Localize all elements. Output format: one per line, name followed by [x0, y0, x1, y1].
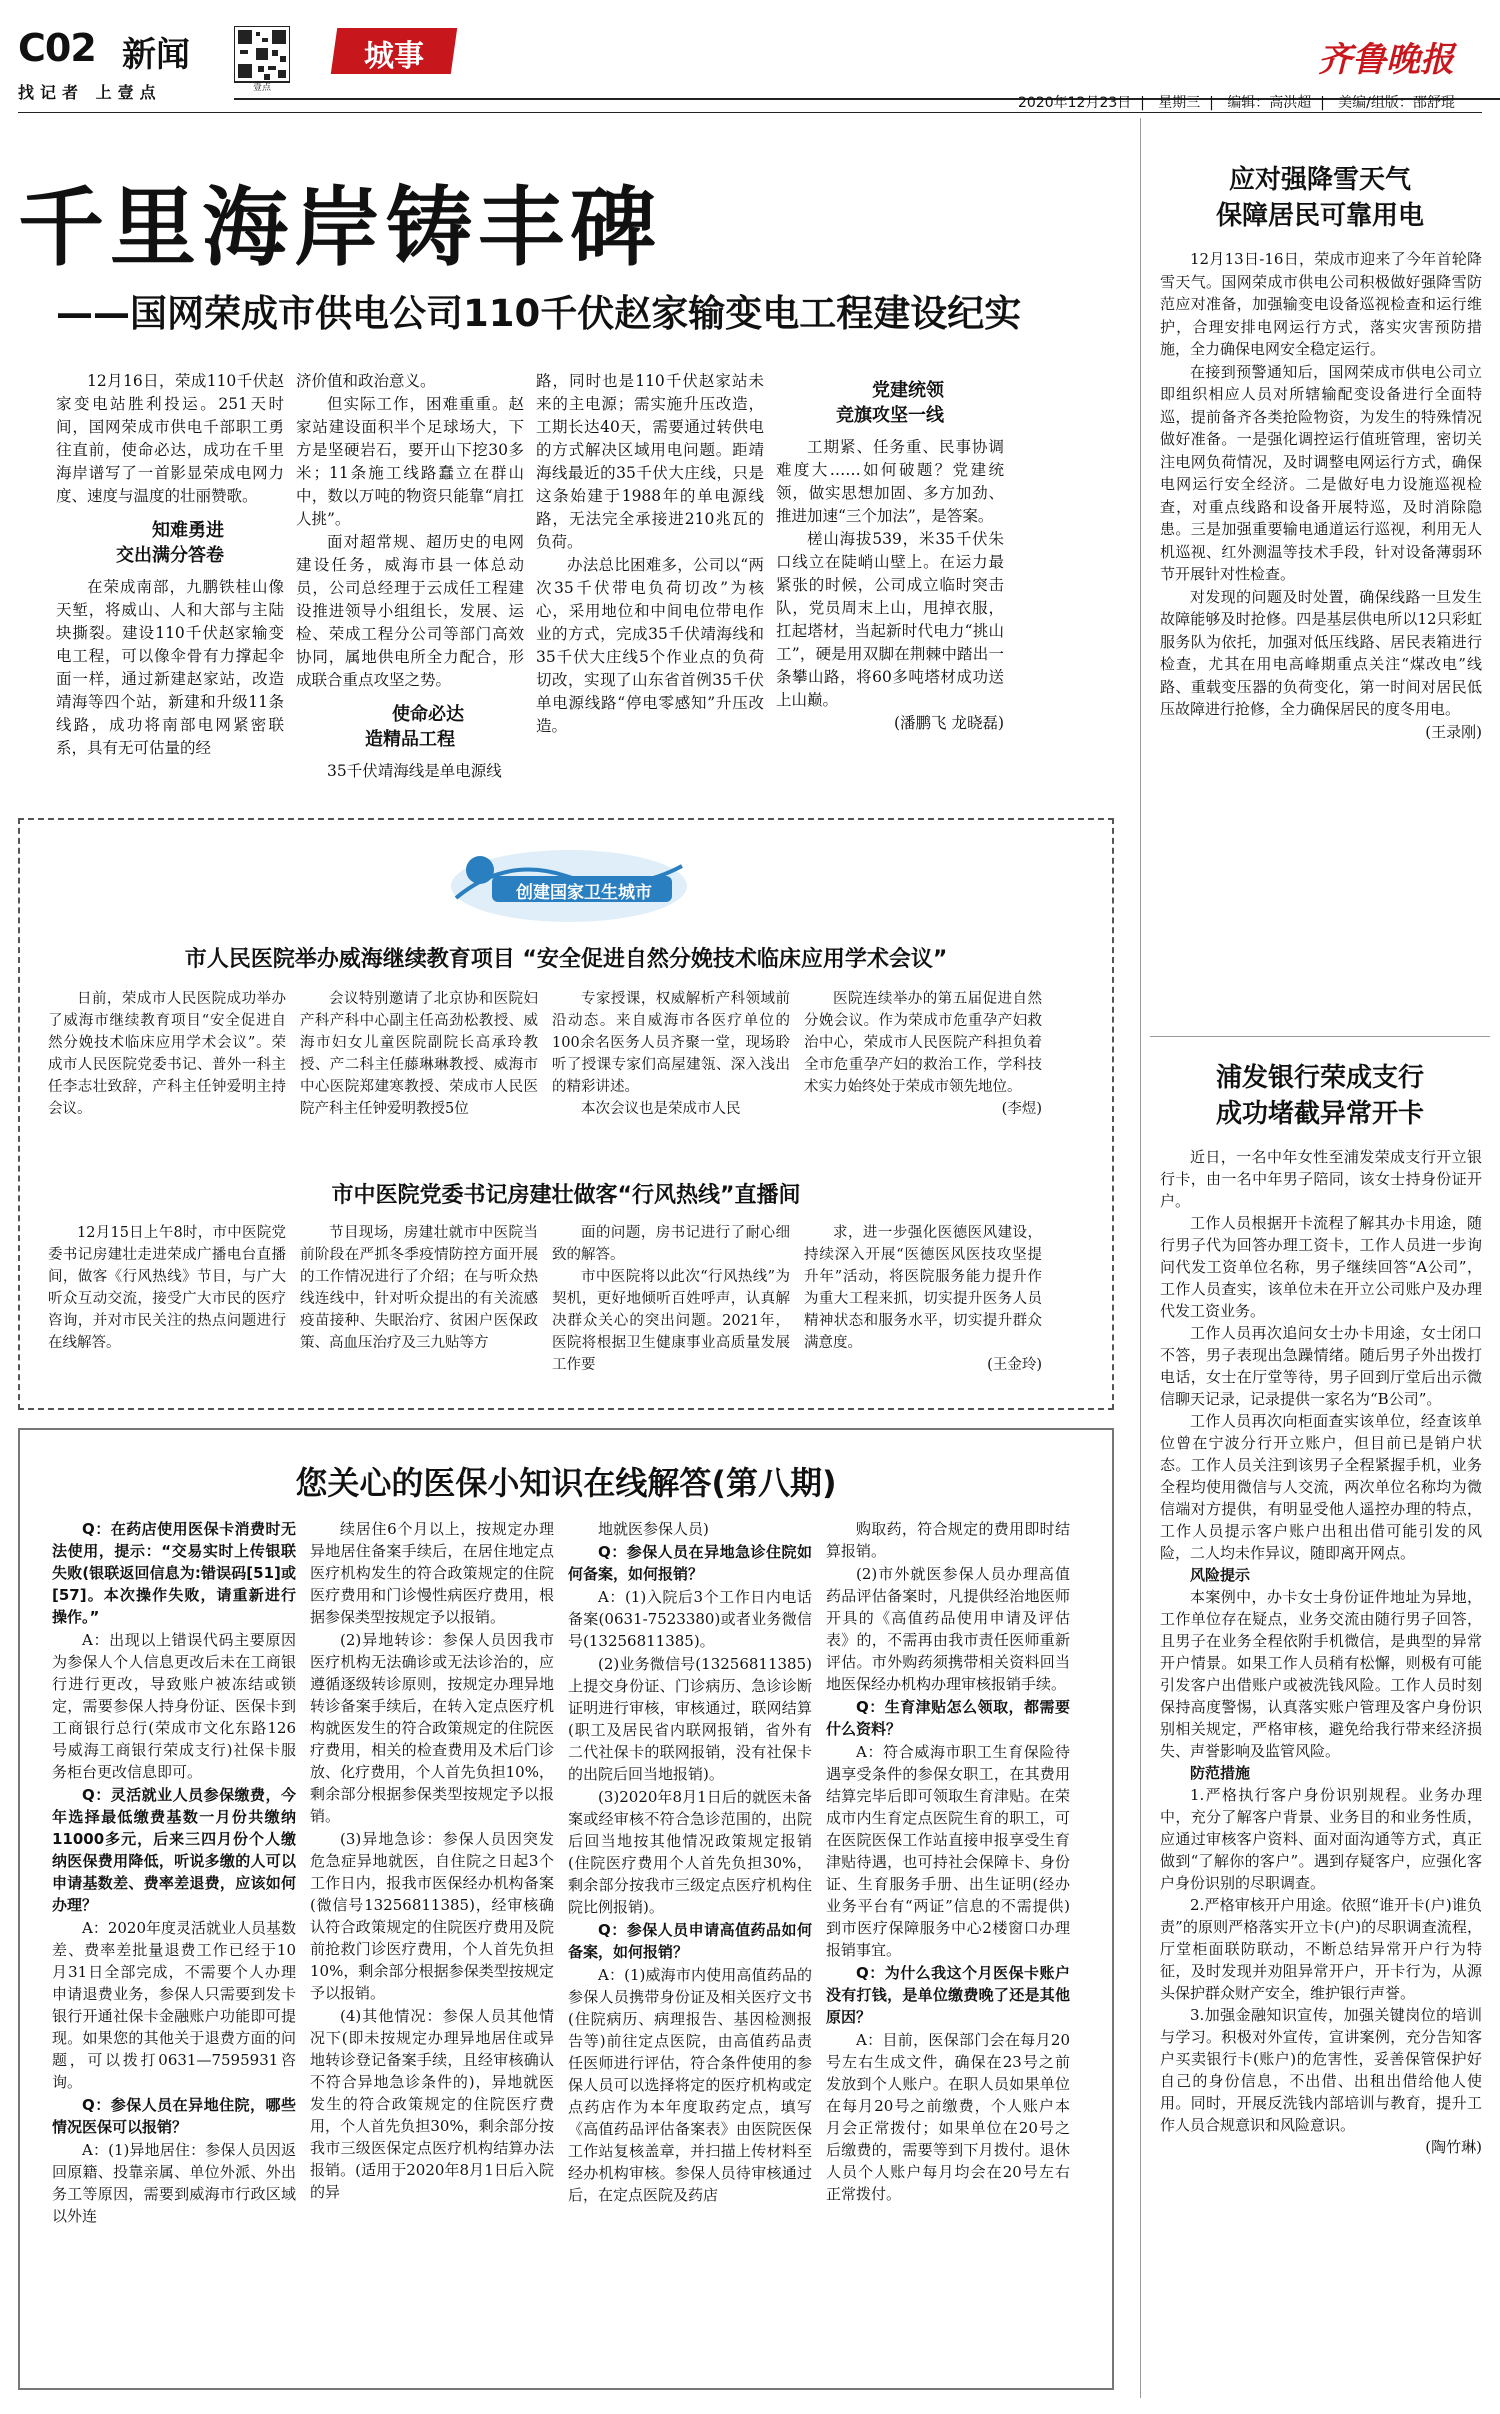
qa-answer: 地就医参保人员) [598, 1520, 709, 1538]
article-column [804, 988, 1042, 1120]
qa-question: Q：灵活就业人员参保缴费，今年选择最低缴费基数一月份共缴纳11000多元，后来三四月份个人缴纳医保费用降低，听说多缴的人可以申请基数差、费率差退费，应该如何办理？ [52, 1786, 296, 1914]
designer: 美编/组版：邵舒琨 [1338, 95, 1455, 111]
byline: (王金玲) [987, 1357, 1042, 1373]
qa-question: Q：参保人员在异地住院，哪些情况医保可以报销？ [52, 2096, 296, 2136]
qa-answer: (3)2020年8月1日后的就医未备案或经审核不符合急诊范围的，出院后回当地按其他情况政策规定报销(住院医疗费用个人首先负担30%，剩余部分按我市三级定点医疗机构住院比例报销)。 [568, 1788, 812, 1916]
qa-answer: A：出现以上错误代码主要原因为参保人个人信息更改后未在工商银行进行更改，导致账户被冻结或锁定，需要参保人持身份证、医保卡到工商银行总行(荣成市文化东路126号威海工商银行荣成支行)社保卡服务柜台更改信息即可。 [52, 1631, 296, 1781]
qa-answer: 续居住6个月以上，按规定办理异地居住备案手续后，在居住地定点医疗机构发生的符合政策规定的住院医疗费用和门诊慢性病医疗费用，根据参保类型按规定予以报销。 [310, 1520, 554, 1626]
paragraph: 日前，荣成市人民医院成功举办了威海市继续教育项目“安全促进自然分娩技术临床应用学术会议”。荣成市人民医院党委书记、普外一科主任李志壮致辞，产科主任钟爱明主持会议。 [48, 991, 286, 1117]
issue-date: 2020年12月23日 [1018, 95, 1132, 111]
paragraph: 办法总比困难多，公司以“两次35千伏带电负荷切改”为核心，采用地位和中间电位带电作业的方式，完成35千伏靖海线和35千伏大庄线5个作业点的负荷切改，实现了山东省首例35千伏单电源线路“停电零感知”升压改造。 [536, 556, 764, 735]
article-column [552, 988, 790, 1120]
qa-answer: A：(1)入院后3个工作日内电话备案(0631-7523380)或者业务微信号(13256811385)。 [568, 1588, 812, 1650]
header-bottom-rule [18, 112, 1482, 113]
paragraph: 工期紧、任务重、民事协调难度大……如何破题？党建统领，做实思想加固、多方加劲、推进加速“三个加法”，是答案。 [776, 438, 1004, 525]
header-meta: 2020年12月23日 | 星期三 | 编辑：高洪超 | 美编/组版：邵舒琨 [1018, 95, 1455, 111]
article-column [300, 988, 538, 1120]
qa-answer: (2)业务微信号(13256811385)上提交身份证、门诊病历、急诊诊断证明进行审核，审核通过，联网结算(职工及居民省内联网报销，省外有二代社保卡的联网报销，没有社保卡的出院后回当地报销)。 [568, 1655, 812, 1783]
editor: 编辑：高洪超 [1227, 95, 1312, 111]
paragraph: 医院连续举办的第五届促进自然分娩会议。作为荣成市危重孕产妇救治中心，荣成市人民医院产科担负着全市危重孕产妇的救治工作，学科技术实力始终处于荣成市领先地位。 [804, 991, 1042, 1095]
article-title: 市人民医院举办威海继续教育项目 “安全促进自然分娩技术临床应用学术会议” [184, 947, 948, 972]
paragraph: 面对超常规、超历史的电网建设任务，威海市县一体总动员，公司总经理于云成任工程建设推进领导小组组长，发展、运检、荣成工程分公司等部门高效协同，属地供电所全力配合，形成联合重点攻坚之势。 [296, 533, 524, 689]
side-article-2-body [1160, 1146, 1482, 2158]
qa-answer: A：(1)异地居住：参保人员因返回原籍、投靠亲属、单位外派、外出务工等原因，需要到威海市行政区域以外连 [52, 2141, 296, 2225]
paragraph: 对发现的问题及时处置，确保线路一旦发生故障能够及时抢修。四是基层供电所以12只彩虹服务队为依托，加强对低压线路、居民表箱进行检查，尤其在用电高峰期重点关注“煤改电”线路、重载变压器的负荷变化，第一时间对居民低压故障进行抢修，全力确保居民的度冬用电。 [1160, 587, 1482, 718]
paragraph: 工作人员根据开卡流程了解其办卡用途，随行男子代为回答办理工资卡，工作人员进一步询问代发工资单位名称，男子继续回答“A公司”，工作人员查实，该单位未在开立公司账户及办理代发工资业务。 [1160, 1214, 1482, 1320]
paragraph: 近日，一名中年女性至浦发荣成支行开立银行卡，由一名中年男子陪同，该女士持身份证开户。 [1160, 1148, 1482, 1210]
qa-answer: A：(1)威海市内使用高值药品的参保人员携带身份证及相关医疗文书(住院病历、病理报告、基因检测报告等)前往定点医院，由高值药品责任医师进行评估，符合条件使用的参保人员可以选择将定的医疗机构或定点药店作为本年度取药定点，填写《高值药品评估备案表》由医院医保工作站复核盖章，并扫描上传材料至经办机构审核。参保人员待审核通过后，在定点医院及药店 [568, 1966, 812, 2204]
byline: (陶竹琳) [1425, 2138, 1482, 2156]
paragraph: 12月15日上午8时，市中医院党委书记房建壮走进荣成广播电台直播间，做客《行风热线》节目，与广大听众互动交流，接受广大市民的医疗咨询，并对市民关注的热点问题进行在线解答。 [48, 1225, 286, 1351]
paragraph: 但实际工作，困难重重。赵家站建设面积半个足球场大，下方是坚硬岩石，要开山下挖30多米；11条施工线路蠢立在群山中，数以万吨的物资只能靠“肩扛人挑”。 [296, 395, 524, 528]
qa-answer: (4)其他情况：参保人员其他情况下(即未按规定办理异地居住或异地转诊登记备案手续，且经审核确认不符合异地急诊条件的)，异地就医发生的符合政策规定的住院医疗费用，个人首先负担30%，剩余部分按我市三级医保定点医疗机构结算办法报销。(适用于2020年8月1日后入院的异 [310, 2007, 554, 2201]
paragraph: 面的问题，房书记进行了耐心细致的解答。 [552, 1225, 790, 1263]
section-tag-label: 城事 [364, 39, 424, 74]
paragraph: 2.严格审核开户用途。依照“谁开卡(户)谁负责”的原则严格落实开立卡(户)的尽职调查流程，厅堂柜面联防联动，不断总结异常开户行为特征，及时发现并劝阻异常开户，开卡行为，从源头保护群众财产安全，维护银行声誉。 [1160, 1896, 1482, 2002]
subheading: 使命必达 造精品工程 [365, 704, 464, 750]
article-column [48, 1222, 286, 1354]
paragraph: 本次会议也是荣成市人民 [581, 1101, 741, 1117]
page-number: C02 [18, 26, 96, 70]
article-title: 市中医院党委书记房建壮做客“行风热线”直播间 [331, 1183, 801, 1208]
lead-column-4 [776, 370, 1004, 735]
paper-logo: 齐鲁晚报 [1318, 40, 1454, 80]
qa-answer: (2)异地转诊：参保人员因我市医疗机构无法确诊或无法诊治的，应遵循逐级转诊原则，按规定办理异地转诊备案手续后，在转入定点医疗机构就医发生的符合政策规定的住院医疗费用，相关的检查费用及术后门诊放、化疗费用，个人首先负担10%，剩余部分根据参保类型按规定予以报销。 [310, 1631, 554, 1825]
health-logo-text: 创建国家卫生城市 [516, 883, 652, 903]
article-column [552, 1222, 790, 1376]
paragraph: 路，同时也是110千伏赵家站未来的主电源；需实施升压改造，工期长达40天，需要通过转供电的方式解决区域用电问题。距靖海线最近的35千伏大庄线，只是这条始建于1988年的单电源线路，无法完全承接进210兆瓦的负荷。 [536, 372, 764, 551]
subheading: 防范措施 [1190, 1764, 1251, 1782]
paragraph: 工作人员再次追问女士办卡用途，女士闭口不答，男子表现出急躁情绪。随后男子外出拨打电话，女士在厅堂等待，男子回到厅堂后出示微信聊天记录，记录提供一家名为“B公司”。 [1160, 1324, 1482, 1408]
lead-column-1 [56, 370, 284, 760]
side-article-1-title: 应对强降雪天气 保障居民可靠用电 [1215, 165, 1424, 231]
paragraph: 槎山海拔539，米35千伏朱口线立在陡峭山壁上。在运力最紧张的时候，公司成立临时突击队，党员周末上山，甩掉衣服，扛起塔材，当起新时代电力“挑山工”，硬是用双脚在荆棘中踏出一条攀山路，将60多吨塔材成功送上山巅。 [776, 530, 1004, 709]
qa-answer: (2)市外就医参保人员办理高值药品评估备案时，凡提供经治地医师开具的《高值药品使用申请及评估表》的，不需再由我市责任医师重新评估。市外购药须携带相关资料回当地医保经办机构办理审核报销手续。 [826, 1565, 1070, 1693]
qa-answer: A：符合威海市职工生育保险待遇享受条件的参保女职工，在其费用结算完毕后即可领取生育津贴。在荣成市内生育定点医院生育的职工，可在医院医保工作站直接申报享受生育津贴待遇，也可持社会保障卡、身份证、生育服务手册、出生证明(经办业务平台有“两证”信息的不需提供)到市医疗保障服务中心2楼窗口办理报销事宜。 [826, 1743, 1070, 1959]
paragraph: 3.加强金融知识宣传，加强关键岗位的培训与学习。积极对外宣传，宣讲案例，充分告知客户买卖银行卡(账户)的危害性，妥善保管保护好自己的身份信息，不出借、出租出借给他人使用。同时，开展反洗钱内部培训与教育，提升工作人员合规意识和风险意识。 [1160, 2006, 1482, 2134]
section-name: 新闻 [122, 35, 190, 75]
qa-column-2 [310, 1518, 554, 2204]
paragraph: 工作人员再次向柜面查实该单位，经查该单位曾在宁波分行开立账户，但目前已是销户状态。工作人员关注到该男子全程紧握手机，业务全程均使用微信与人交流，两次单位名称均为微信端对方提供，有明显受他人遥控办理的特点，工作人员提示客户账户出租出借可能引发的风险，二人均未作异议，随即离开网点。 [1160, 1412, 1482, 1562]
qa-question: Q：生育津贴怎么领取，都需要什么资料？ [826, 1698, 1070, 1738]
qr-label: 壹点 [252, 83, 271, 93]
subheading: 风险提示 [1190, 1566, 1251, 1584]
byline: (潘鹏飞 龙晓磊) [893, 714, 1004, 732]
paragraph: 本案例中，办卡女士身份证件地址为异地，工作单位存在疑点，业务交流由随行男子回答，且男子在业务全程依附手机微信，是典型的异常开户情景。如果工作人员稍有松懈，则极有可能引发客户出借账户或被洗钱风险。工作人员时刻保持高度警惕，认真落实账户管理及客户身份识别相关规定，严格审核，避免给我行带来经济损失、声誉影响及监管风险。 [1160, 1588, 1482, 1760]
article-column [48, 988, 286, 1120]
qa-question: Q：参保人员在异地急诊住院如何备案，如何报销？ [568, 1543, 812, 1583]
article-column [804, 1222, 1042, 1376]
qr-code-icon [234, 26, 290, 92]
subheading: 党建统领 竞旗攻坚一线 [836, 380, 944, 426]
lead-subtitle: ——国网荣成市供电公司110千伏赵家输变电工程建设纪实 [56, 292, 1022, 335]
qa-title: 您关心的医保小知识在线解答(第八期) [295, 1464, 837, 1502]
byline: (王录刚) [1425, 722, 1482, 741]
side-divider [1150, 1036, 1490, 1037]
article-column [300, 1222, 538, 1354]
paragraph: 专家授课，权威解析产科领域前沿动态。来自威海市各医疗单位的100余名医务人员齐聚一堂，现场聆听了授课专家们高屋建瓴、深入浅出的精彩讲述。 [552, 991, 790, 1095]
paragraph: 求，进一步强化医德医风建设，持续深入开展“医德医风医技攻坚提升年”活动，将医院服务能力提升作为重大工程来抓，切实提升医务人员精神状态和服务水平，切实提升群众满意度。 [804, 1225, 1042, 1351]
qa-column-4 [826, 1518, 1070, 2206]
sidebar-rule [1140, 118, 1141, 2398]
paragraph: 在荣成南部，九鹏铁桂山像天堑，将威山、人和大部与主陆块撕裂。建设110千伏赵家输变电工程，可以像伞骨有力撑起伞面一样，通过新建赵家站，改造靖海等四个站，新建和升级11条线路，成功将南部电网紧密联系，具有无可估量的经 [56, 578, 284, 757]
qa-column-1 [52, 1518, 296, 2228]
lead-title: 千里海岸铸丰碑 [18, 178, 662, 278]
paragraph: 35千伏靖海线是单电源线 [327, 762, 502, 780]
health-logo [446, 836, 692, 928]
paragraph: 会议特别邀请了北京协和医院妇产科产科中心副主任高劲松教授、威海市妇女儿童医院副院长高承玲教授、产二科主任藤琳琳教授、威海市中心医院郑建寒教授、荣成市人民医院产科主任钟爱明教授5位 [300, 991, 538, 1117]
header-tagline: 找记者 上壹点 [18, 83, 162, 102]
paragraph: 12月13日-16日，荣成市迎来了今年首轮降雪天气。国网荣成市供电公司积极做好强降雪防范应对准备，加强输变电设备巡视检查和运行维护，合理安排电网运行方式，落实灾害预防措施，全力确保电网安全稳定运行。 [1160, 250, 1482, 358]
qa-question: Q：为什么我这个月医保卡账户没有打钱，是单位缴费晚了还是其他原因？ [826, 1964, 1070, 2026]
qa-question: Q：参保人员申请高值药品如何备案，如何报销？ [568, 1921, 812, 1961]
qa-answer: A：目前，医保部门会在每月20号左右生成文件，确保在23号之前发放到个人账户。在职人员如果单位在每月20号之前缴费，个人账户本月会正常拨付；如果单位在20号之后缴费的，需要等到下月拨付。退休人员个人账户每月均会在20号左右正常拨付。 [826, 2031, 1070, 2203]
lead-column-2 [296, 370, 524, 783]
qa-column-3 [568, 1518, 812, 2207]
qa-question: Q：在药店使用医保卡消费时无法使用，提示：“交易实时上传银联失败(银联返回信息为:错误码[51]或[57]。本次操作失败，请重新进行操作。” [52, 1520, 296, 1626]
byline: (李煜) [1001, 1101, 1042, 1117]
paragraph: 市中医院将以此次“行风热线”为契机，更好地倾听百姓呼声，认真解决群众关心的突出问题。2021年，医院将根据卫生健康事业高质量发展工作要 [552, 1269, 790, 1373]
paragraph: 济价值和政治意义。 [296, 372, 436, 390]
paragraph: 1.严格执行客户身份识别规程。业务办理中，充分了解客户背景、业务目的和业务性质，应通过审核客户资料、面对面沟通等方式，真正做到“了解你的客户”。遇到存疑客户，应强化客户身份识别的尽职调查。 [1160, 1786, 1482, 1892]
side-article-1-body [1160, 248, 1482, 743]
page-header [0, 0, 1500, 112]
subheading: 知难勇进 交出满分答卷 [116, 520, 224, 566]
side-article-2-title: 浦发银行荣成支行 成功堵截异常开卡 [1215, 1063, 1424, 1129]
paragraph: 在接到预警通知后，国网荣成市供电公司立即组织相应人员对所辖输配变设备进行全面特巡，提前备齐各类抢险物资，为发生的特殊情况做好准备。一是强化调控运行值班管理，密切关注电网负荷情况，及时调整电网运行方式，确保电网运行安全经济。二是做好电力设施巡视检查，对重点线路和设备开展特巡，及时消除隐患。三是加强重要输电通道运行巡视，利用无人机巡视、红外测温等技术手段，针对设备薄弱环节开展针对性检查。 [1160, 362, 1482, 583]
paragraph: 12月16日，荣成110千伏赵家变电站胜利投运。251天时间，国网荣成市供电千部职工勇往直前，使命必达，成功在千里海岸谱写了一首影显荣成电网力度、速度与温度的壮丽赞歌。 [56, 372, 284, 505]
issue-weekday: 星期三 [1158, 95, 1201, 111]
qa-answer: A：2020年度灵活就业人员基数差、费率差批量退费工作已经于10月31日全部完成，不需要个人办理申请退费业务，参保人只需要到发卡银行开通社保卡金融账户功能即可提现。如果您的其他关于退费方面的问题，可以拨打0631—7595931咨询。 [52, 1919, 297, 2091]
qa-answer: 购取药，符合规定的费用即时结算报销。 [826, 1520, 1070, 1560]
qa-answer: (3)异地急诊：参保人员因突发危急症异地就医，自住院之日起3个工作日内，报我市医保经办机构备案(微信号13256811385)，经审核确认符合政策规定的住院医疗费用及院前抢救门诊医疗费用，个人首先负担10%，剩余部分根据参保类型按规定予以报销。 [310, 1830, 554, 2002]
lead-column-3 [536, 370, 764, 738]
paragraph: 节目现场，房建壮就市中医院当前阶段在严抓冬季疫情防控方面开展的工作情况进行了介绍；在与听众热线连线中，针对听众提出的有关流感疫苗接种、失眠治疗、贫困户医保政策、高血压治疗及三九贴等方 [300, 1225, 538, 1351]
